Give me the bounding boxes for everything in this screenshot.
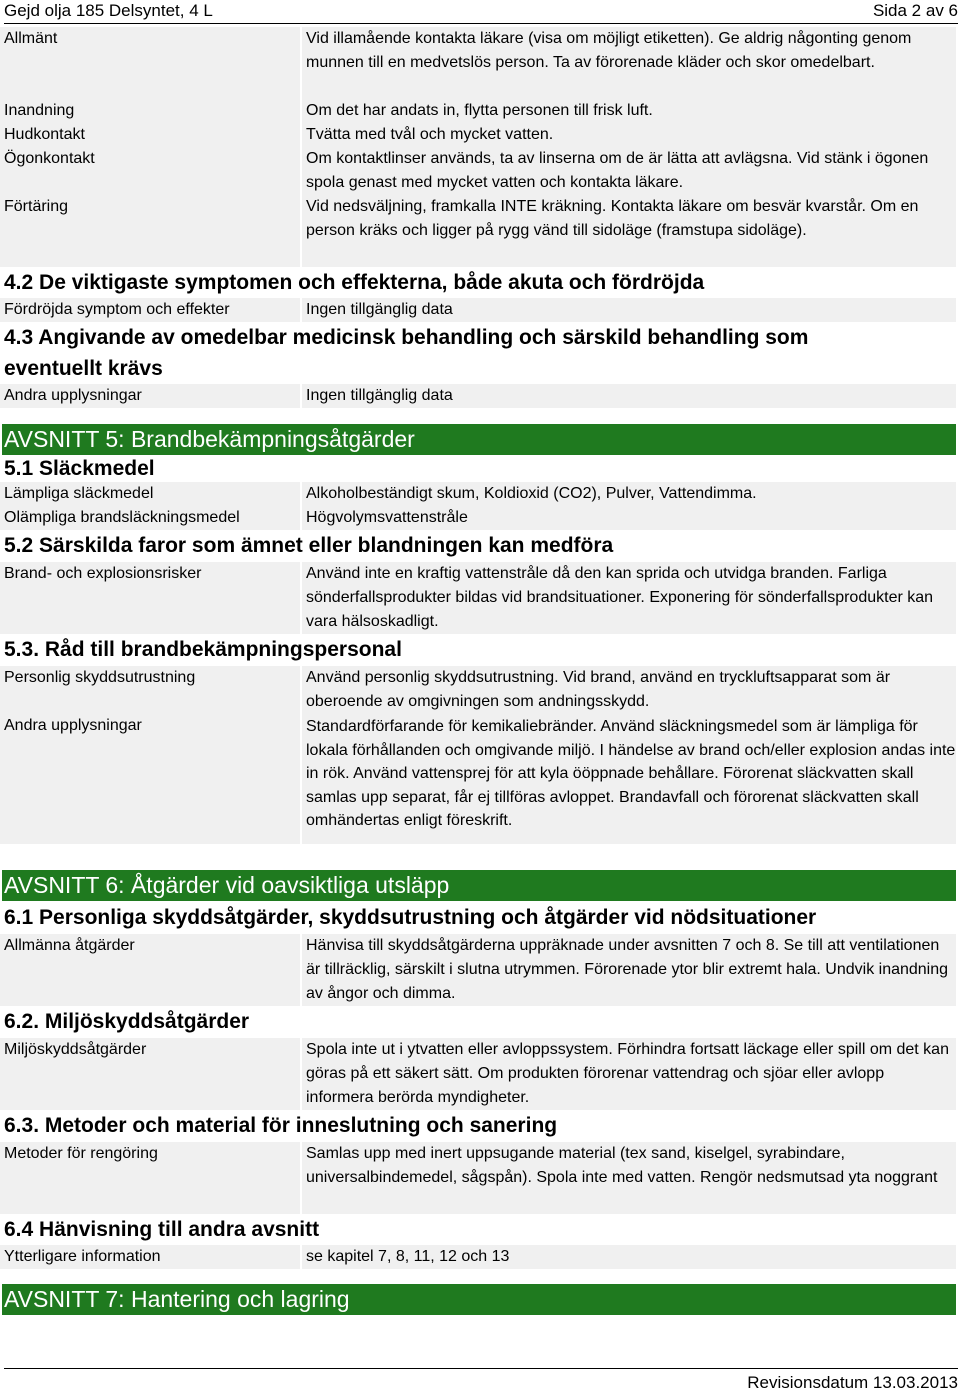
- row-label: Miljöskyddsåtgärder: [0, 1038, 300, 1110]
- product-name: Gejd olja 185 Delsyntet, 4 L: [4, 1, 213, 20]
- row-label: Lämpliga släckmedel: [0, 482, 300, 506]
- row-environmental: [0, 1038, 960, 1110]
- row-delayed-symptoms: [0, 298, 960, 322]
- row-value: Om det har andats in, flytta personen till frisk luft.: [302, 99, 956, 123]
- row-label: Ögonkontakt: [0, 147, 300, 195]
- row-label: Fördröjda symptom och effekter: [0, 298, 300, 322]
- row-label: Förtäring: [0, 195, 300, 267]
- row-value: Om kontaktlinser används, ta av linserna om de är lätta att avlägsna. Vid stänk i ögonen spola genast med mycket vatten och kontakta läkare.: [302, 147, 956, 195]
- row-suitable-media: [0, 482, 960, 506]
- row-label: Allmänt: [0, 27, 300, 99]
- subsection-title-6-3: 6.3. Metoder och material för inneslutning och sanering: [4, 1114, 558, 1137]
- row-general-measures: [0, 934, 960, 1006]
- row-value: Tvätta med tvål och mycket vatten.: [302, 123, 956, 147]
- subsection-title-5-2: 5.2 Särskilda faror som ämnet eller blandningen kan medföra: [4, 534, 614, 557]
- row-ingestion: [0, 195, 960, 267]
- row-label: Andra upplysningar: [0, 384, 300, 408]
- subsection-title-6-4: 6.4 Hänvisning till andra avsnitt: [4, 1218, 320, 1241]
- row-additional-info: [0, 1245, 960, 1269]
- row-value: Hänvisa till skyddsåtgärderna uppräknade under avsnitten 7 och 8. Se till att ventilationen är tillräcklig, särskilt i slutna utrymmen. Förorenade ytor blir extremt hala. Undvik inandning av ångor och dimma.: [302, 934, 956, 1006]
- row-value: Alkoholbeständigt skum, Koldioxid (CO2), Pulver, Vattendimma.: [302, 482, 956, 506]
- row-unsuitable-media: [0, 506, 960, 530]
- row-label: Hudkontakt: [0, 123, 300, 147]
- row-label: Ytterligare information: [0, 1245, 300, 1269]
- subsection-title-4-2: 4.2 De viktigaste symptomen och effekterna, både akuta och fördröjda: [4, 271, 705, 294]
- row-value: Samlas upp med inert uppsugande material (tex sand, kiselgel, syrabindare, universalbindemedel, sågspån). Spola inte med vatten. Rengör nedsmutsad yta noggrant: [302, 1142, 956, 1214]
- row-value: Högvolymsvattenstråle: [302, 506, 956, 530]
- subsection-title-4-3: 4.3 Angivande av omedelbar medicinsk behandling och särskild behandling som eventuellt krävs: [4, 326, 809, 380]
- row-value: Standardförfarande för kemikaliebränder. Använd släckningsmedel som är lämpliga för lokala förhållanden och omgivande miljö. I händelse av brand och/eller explosion andas inte in rök. Använd vattensprej för att kyla ööppnade behållare. Förorenat släckvatten skall samlas upp separat, får ej tillföras avloppet. Brandavfall och förorenat släckvatten skall omhändertas enligt föreskrift.: [302, 714, 956, 844]
- row-general: [0, 27, 960, 99]
- subsection-title-6-1: 6.1 Personliga skyddsåtgärder, skyddsutrustning och åtgärder vid nödsituationer: [4, 906, 817, 929]
- row-label: Andra upplysningar: [0, 714, 300, 844]
- subsection-title-5-3: 5.3. Råd till brandbekämpningspersonal: [4, 638, 402, 661]
- row-cleaning-methods: [0, 1142, 960, 1214]
- row-value: Spola inte ut i ytvatten eller avloppssystem. Förhindra fortsatt läckage eller spill om det kan göras på ett säkert sätt. Om produkten förorenar vattendrag och sjöar eller avlopp informera berörda myndigheter.: [302, 1038, 956, 1110]
- subsection-title-6-2: 6.2. Miljöskyddsåtgärder: [4, 1010, 250, 1033]
- page-footer: [4, 1368, 958, 1393]
- row-inhalation: [0, 99, 960, 123]
- subsection-title-5-1: 5.1 Släckmedel: [4, 457, 155, 480]
- row-value: Ingen tillgänglig data: [302, 384, 956, 408]
- row-fire-explosion-risk: [0, 562, 960, 634]
- row-label: Brand- och explosionsrisker: [0, 562, 300, 634]
- row-value: Vid nedsväljning, framkalla INTE kräkning. Kontakta läkare om besvär kvarstår. Om en person kräks och ligger på rygg vänd till sidoläge (framstupa sidoläge).: [302, 195, 956, 267]
- document-body: [0, 27, 960, 1315]
- row-label: Metoder för rengöring: [0, 1142, 300, 1214]
- revision-date: Revisionsdatum 13.03.2013: [747, 1373, 958, 1392]
- row-label: Inandning: [0, 99, 300, 123]
- page-number: Sida 2 av 6: [872, 1, 958, 20]
- row-eye-contact: [0, 147, 960, 195]
- section-header-6: AVSNITT 6: Åtgärder vid oavsiktliga utsläpp: [2, 870, 956, 901]
- row-skin-contact: [0, 123, 960, 147]
- row-value: Använd inte en kraftig vattenstråle då den kan sprida och utvidga branden. Farliga sönderfallsprodukter bildas vid brandsituationer. Exponering för sönderfallsprodukter kan vara hälsoskadligt.: [302, 562, 956, 634]
- row-label: Allmänna åtgärder: [0, 934, 300, 1006]
- section-header-7: AVSNITT 7: Hantering och lagring: [2, 1284, 956, 1315]
- page-header: [4, 0, 958, 24]
- row-protective-equipment: [0, 666, 960, 714]
- row-label: Olämpliga brandsläckningsmedel: [0, 506, 300, 530]
- row-other-info-5: [0, 714, 960, 844]
- row-value: Använd personlig skyddsutrustning. Vid brand, använd en tryckluftsapparat som är oberoende av omgivningen som andningsskydd.: [302, 666, 956, 714]
- row-other-info-4: [0, 384, 960, 408]
- row-value: Vid illamående kontakta läkare (visa om möjligt etiketten). Ge aldrig någonting genom munnen till en medvetslös person. Ta av förorenade kläder och skor omedelbart.: [302, 27, 956, 99]
- section-header-5: AVSNITT 5: Brandbekämpningsåtgärder: [2, 424, 956, 455]
- row-value: se kapitel 7, 8, 11, 12 och 13: [302, 1245, 956, 1269]
- row-value: Ingen tillgänglig data: [302, 298, 956, 322]
- row-label: Personlig skyddsutrustning: [0, 666, 300, 714]
